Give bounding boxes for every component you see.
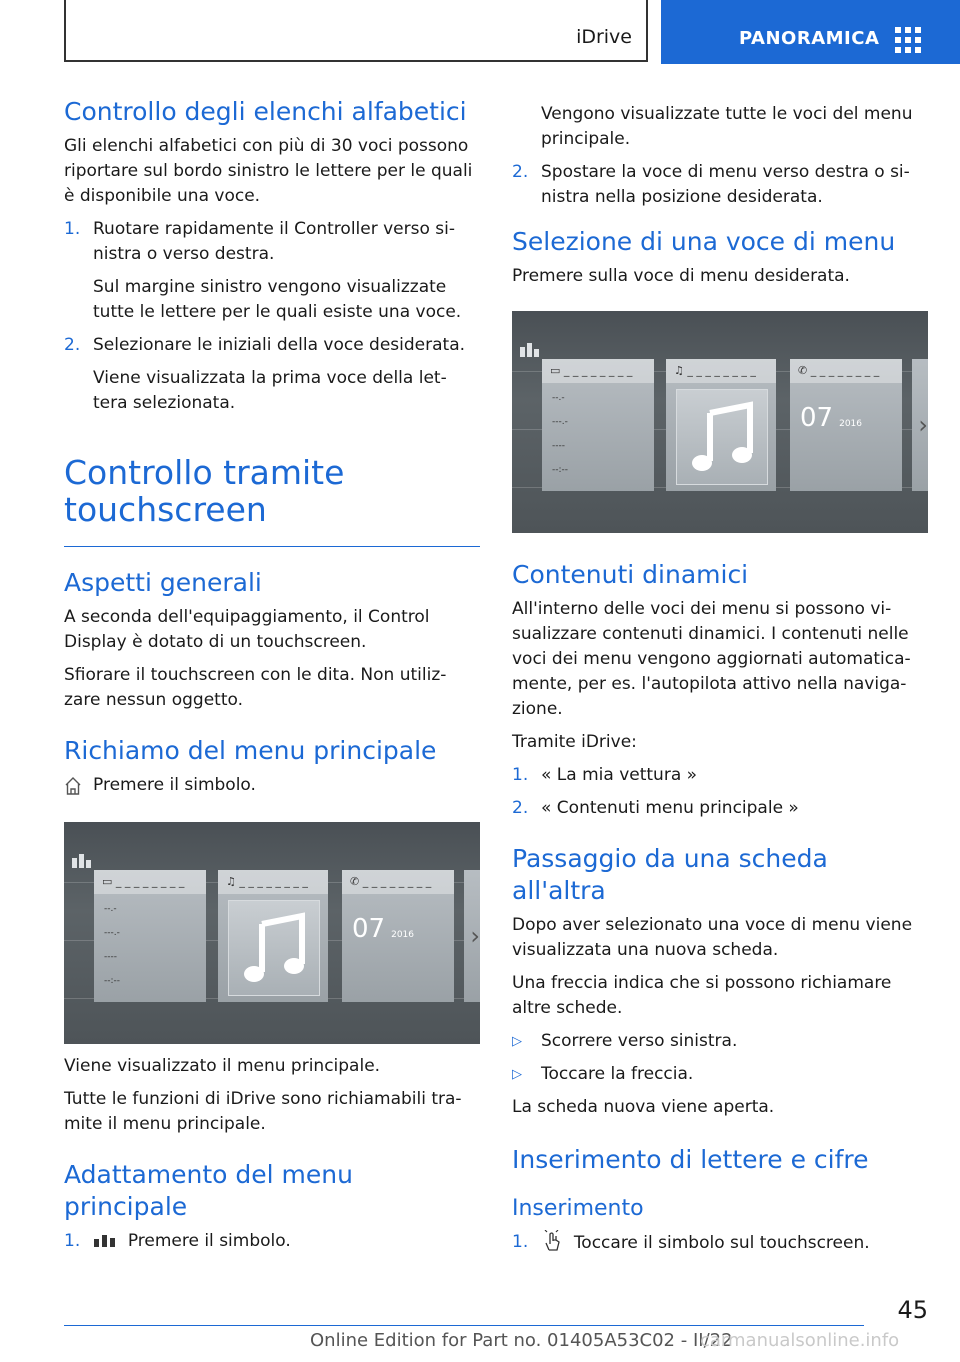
main-menu-screenshot (64, 822, 480, 1044)
para-dynamic: All'interno delle voci dei menu si possono vi‐sualizzare contenuti dinamici. I contenuti nelle voci dei menu vengono aggiornati automatica‐mente, per es. l'autopilota attivo nella naviga‐zione. (512, 599, 911, 719)
chevron-right-icon[interactable]: › (918, 411, 928, 439)
step-alpha-2: 2. Selezionare le iniziali della voce desiderata. (64, 335, 466, 355)
tile-media[interactable]: ♫ _ _ _ _ _ _ _ _ (666, 359, 776, 491)
step-adapt-1: 1. Premere il simbolo. (64, 1231, 291, 1251)
music-note-icon (688, 399, 758, 479)
step-alpha-2-note: Viene visualizzata la prima voce della let‐tera selezionata. (93, 368, 447, 413)
heading-touchscreen: Controllo tramite touchscreen (64, 453, 345, 529)
para-alpha: Gli elenchi alfabetici con più di 30 voci possono riportare sul bordo sinistro le lettere per le quali è disponibile una voce. (64, 136, 473, 206)
watermark: carmanualsonline.info (700, 1330, 900, 1351)
grid-edit-icon (93, 1232, 117, 1248)
tile-next[interactable] (464, 870, 480, 1002)
header-section: iDrive (576, 26, 632, 48)
grid-icon (895, 27, 921, 53)
menu-instruction: Premere il simbolo. (64, 773, 480, 798)
footer-edition: Online Edition for Part no. 01405A53C02 - II/22 (310, 1330, 733, 1351)
step-alpha-1: 1. Ruotare rapidamente il Controller verso si‐nistra o verso destra. (64, 219, 455, 264)
para-menu-1: Viene visualizzato il menu principale. (64, 1056, 381, 1076)
music-note-icon (240, 910, 310, 990)
para-tabs-1: Dopo aver selezionato una voce di menu viene visualizzata una nuova scheda. (512, 915, 913, 960)
header-chapter-label: PANORAMICA (739, 28, 880, 49)
step-dynamic-1: 1. « La mia vettura » (512, 765, 698, 785)
left-column (64, 96, 480, 1262)
para-tabs-2: Una freccia indica che si possono richiamare altre schede. (512, 973, 892, 1018)
heading-general: Aspetti generali (64, 568, 262, 597)
tile-phone[interactable]: ✆ _ _ _ _ _ _ _ _ 07 2016 (790, 359, 902, 491)
header-left-box (64, 0, 648, 62)
header-chapter-tab[interactable] (661, 0, 960, 64)
bullet-1: ▷ Scorrere verso sinistra. (512, 1029, 928, 1054)
para-general-1: A seconda dell'equipaggiamento, il Control Display è dotato di un touchscreen. (64, 607, 430, 652)
step-input-1: 1. Toccare il simbolo sul touchscreen. (512, 1230, 928, 1256)
heading-adapt-menu: Adattamento del menu principale (64, 1160, 353, 1221)
page-number: 45 (897, 1296, 928, 1324)
grid-edit-icon (520, 343, 540, 357)
heading-dynamic: Contenuti dinamici (512, 560, 749, 589)
heading-select: Selezione di una voce di menu (512, 227, 896, 256)
heading-letters: Inserimento di lettere e cifre (512, 1145, 869, 1174)
section-divider (64, 546, 480, 547)
home-icon (64, 776, 82, 796)
para-via-idrive: Tramite iDrive: (512, 732, 637, 752)
bullet-2: ▷ Toccare la freccia. (512, 1062, 928, 1087)
footer-divider (64, 1325, 864, 1326)
para-select: Premere sulla voce di menu desiderata. (512, 266, 850, 286)
para-continuation: Vengono visualizzate tutte le voci del menu principale. (541, 104, 913, 149)
main-menu-screenshot-2 (512, 311, 928, 533)
step-alpha-1-note: Sul margine sinistro vengono visualizzate tutte le lettere per le quali esiste una voce. (93, 277, 462, 322)
heading-input: Inserimento (512, 1196, 644, 1221)
tile-media[interactable]: ♫ _ _ _ _ _ _ _ _ (218, 870, 328, 1002)
right-column (512, 102, 928, 1264)
step-move-2: 2. Spostare la voce di menu verso destra o si‐nistra nella posizione desiderata. (512, 162, 910, 207)
tile-next[interactable] (912, 359, 928, 491)
para-tabs-3: La scheda nuova viene aperta. (512, 1097, 775, 1117)
heading-alpha-lists: Controllo degli elenchi alfabetici (64, 97, 467, 126)
heading-tabs: Passaggio da una scheda all'altra (512, 844, 828, 905)
step-dynamic-2: 2. « Contenuti menu principale » (512, 798, 799, 818)
chevron-right-icon[interactable]: › (470, 922, 480, 950)
heading-main-menu: Richiamo del menu principale (64, 736, 437, 765)
triangle-bullet-icon: ▷ (512, 1067, 522, 1082)
para-general-2: Sfiorare il touchscreen con le dita. Non utiliz‐zare nessun oggetto. (64, 665, 447, 710)
para-menu-2: Tutte le funzioni di iDrive sono richiamabili tra‐mite il menu principale. (64, 1089, 462, 1134)
tile-vehicle[interactable]: ▭ _ _ _ _ _ _ _ _ --.- ---.- ---- --:-- (94, 870, 206, 1002)
tile-phone[interactable]: ✆ _ _ _ _ _ _ _ _ 07 2016 (342, 870, 454, 1002)
tile-vehicle[interactable]: ▭ _ _ _ _ _ _ _ _ --.- ---.- ---- --:-- (542, 359, 654, 491)
touch-hand-icon (541, 1230, 563, 1252)
grid-edit-icon (72, 854, 92, 868)
triangle-bullet-icon: ▷ (512, 1034, 522, 1049)
